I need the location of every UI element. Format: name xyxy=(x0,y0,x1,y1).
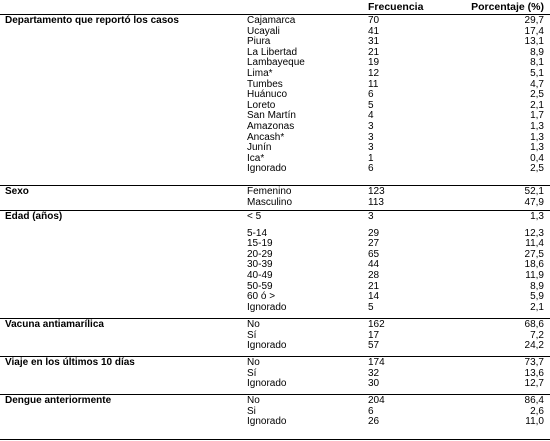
frecuencia-cell: 6 xyxy=(368,89,374,101)
table-row xyxy=(0,341,550,352)
frecuencia-cell: 30 xyxy=(368,378,380,390)
section-divider xyxy=(0,210,550,211)
frecuencia-cell: 31 xyxy=(368,36,380,48)
porcentaje-cell: 5,1 xyxy=(530,68,544,79)
frecuencia-cell: 5 xyxy=(368,301,374,313)
frecuencia-cell: 162 xyxy=(368,319,385,330)
category-cell: 20-29 xyxy=(247,248,273,260)
porcentaje-cell: 47,9 xyxy=(524,196,544,208)
porcentaje-cell: 1,3 xyxy=(530,131,544,143)
porcentaje-cell: 13,6 xyxy=(524,367,544,379)
category-cell: < 5 xyxy=(247,211,262,222)
section-label: Departamento que reportó los casos xyxy=(5,15,179,26)
porcentaje-cell: 18,6 xyxy=(524,259,544,271)
porcentaje-cell: 73,7 xyxy=(524,357,544,368)
porcentaje-cell: 11,9 xyxy=(525,270,544,281)
section-label: Edad (años) xyxy=(5,211,63,222)
category-cell: Ignorado xyxy=(247,163,287,175)
frecuencia-cell: 65 xyxy=(368,248,380,260)
frecuencia-cell: 26 xyxy=(368,416,380,428)
table-row xyxy=(0,320,550,331)
porcentaje-cell: 11,4 xyxy=(525,238,544,250)
category-cell: Loreto xyxy=(247,99,276,111)
category-cell: Ancash* xyxy=(247,131,285,143)
category-cell: Ica* xyxy=(247,152,265,164)
frecuencia-cell: 174 xyxy=(368,357,385,368)
frecuencia-cell: 27 xyxy=(368,238,380,250)
category-cell: 60 ó > xyxy=(247,291,276,303)
category-cell: Tumbes xyxy=(247,78,283,90)
table-row xyxy=(0,143,550,154)
category-cell: 50-59 xyxy=(247,280,273,292)
category-cell: Lambayeque xyxy=(247,57,305,69)
category-cell: Masculino xyxy=(247,196,293,208)
table-row xyxy=(0,260,550,271)
frecuencia-cell: 70 xyxy=(368,15,380,26)
category-cell: Sí xyxy=(247,367,257,379)
category-cell: Amazonas xyxy=(247,121,295,132)
category-cell: Femenino xyxy=(247,186,292,197)
header-frecuencia: Frecuencia xyxy=(368,1,424,13)
category-cell: La Libertad xyxy=(247,46,298,58)
porcentaje-cell: 52,1 xyxy=(524,186,544,197)
table-row xyxy=(0,250,550,261)
table-row xyxy=(0,396,550,407)
frecuencia-cell: 21 xyxy=(368,280,380,292)
table-row xyxy=(0,90,550,101)
section-label: Vacuna antiamarílica xyxy=(5,319,104,330)
porcentaje-cell: 2,5 xyxy=(530,89,544,101)
category-cell: Ignorado xyxy=(247,378,287,390)
frecuencia-cell: 3 xyxy=(368,121,374,132)
section-label: Sexo xyxy=(5,186,29,197)
category-cell: Junín xyxy=(247,142,272,154)
table-row xyxy=(0,133,550,144)
table-row xyxy=(0,69,550,80)
porcentaje-cell: 13,1 xyxy=(524,36,544,48)
category-cell: Ignorado xyxy=(247,340,287,352)
frecuencia-cell: 41 xyxy=(368,25,380,37)
table-row xyxy=(0,417,550,428)
frecuencia-cell: 6 xyxy=(368,405,374,417)
frecuencia-cell: 21 xyxy=(368,46,380,58)
table-row xyxy=(0,239,550,250)
porcentaje-cell: 1,7 xyxy=(530,110,544,122)
frecuencia-cell: 3 xyxy=(368,211,374,222)
porcentaje-cell: 8,9 xyxy=(530,46,544,58)
table-row xyxy=(0,212,550,223)
frecuencia-cell: 57 xyxy=(368,340,380,352)
table-row xyxy=(0,198,550,209)
table-row xyxy=(0,379,550,390)
frecuencia-cell: 19 xyxy=(368,57,380,69)
porcentaje-cell: 8,9 xyxy=(530,280,544,292)
porcentaje-cell: 1,3 xyxy=(530,121,544,132)
frecuencia-cell: 28 xyxy=(368,270,380,281)
porcentaje-cell: 5,9 xyxy=(530,291,544,303)
porcentaje-cell: 2,5 xyxy=(530,163,544,175)
category-cell: No xyxy=(247,395,260,406)
frecuencia-cell: 6 xyxy=(368,163,374,175)
category-cell: Piura xyxy=(247,36,271,48)
section-label: Dengue anteriormente xyxy=(5,395,112,406)
porcentaje-cell: 1,3 xyxy=(530,142,544,154)
category-cell: No xyxy=(247,319,260,330)
table-row xyxy=(0,27,550,38)
table-row xyxy=(0,164,550,175)
porcentaje-cell: 12,7 xyxy=(524,378,544,390)
frecuencia-cell: 29 xyxy=(368,227,380,239)
section-label: Viaje en los últimos 10 días xyxy=(5,357,135,368)
frecuencia-cell: 3 xyxy=(368,142,374,154)
category-cell: 5-14 xyxy=(247,227,268,239)
porcentaje-cell: 2,1 xyxy=(530,301,544,313)
frecuencia-cell: 17 xyxy=(368,329,380,341)
porcentaje-cell: 17,4 xyxy=(524,25,544,37)
table-row xyxy=(0,122,550,133)
table-row xyxy=(0,229,550,240)
table-row xyxy=(0,187,550,198)
porcentaje-cell: 0,4 xyxy=(530,152,544,164)
category-cell: 40-49 xyxy=(247,270,273,281)
porcentaje-cell: 7,2 xyxy=(530,329,544,341)
category-cell: Huánuco xyxy=(247,89,288,101)
header-porcentaje: Porcentaje (%) xyxy=(471,1,544,13)
porcentaje-cell: 29,7 xyxy=(524,15,544,26)
frecuencia-cell: 12 xyxy=(368,68,380,79)
porcentaje-cell: 2,6 xyxy=(530,405,544,417)
table-row xyxy=(0,282,550,293)
porcentaje-cell: 2,1 xyxy=(530,99,544,111)
table-row xyxy=(0,16,550,27)
frecuencia-cell: 14 xyxy=(368,291,380,303)
table-row xyxy=(0,303,550,314)
porcentaje-cell: 27,5 xyxy=(524,248,544,260)
category-cell: 15-19 xyxy=(247,238,273,250)
category-cell: Sí xyxy=(247,329,257,341)
category-cell: Lima* xyxy=(247,68,273,79)
porcentaje-cell: 11,0 xyxy=(525,416,544,428)
frecuencia-cell: 11 xyxy=(368,78,379,90)
frecuencia-cell: 32 xyxy=(368,367,380,379)
category-cell: Cajamarca xyxy=(247,15,296,26)
frecuencia-cell: 4 xyxy=(368,110,374,122)
category-cell: 30-39 xyxy=(247,259,273,271)
porcentaje-cell: 86,4 xyxy=(524,395,544,406)
frecuencia-cell: 44 xyxy=(368,259,380,271)
category-cell: Ignorado xyxy=(247,301,287,313)
table-row xyxy=(0,58,550,69)
porcentaje-cell: 68,6 xyxy=(524,319,544,330)
porcentaje-cell: 8,1 xyxy=(530,57,544,69)
porcentaje-cell: 12,3 xyxy=(524,227,544,239)
frecuencia-cell: 204 xyxy=(368,395,385,406)
table-row xyxy=(0,271,550,282)
category-cell: San Martín xyxy=(247,110,296,122)
frecuencia-cell: 5 xyxy=(368,99,374,111)
category-cell: No xyxy=(247,357,260,368)
porcentaje-cell: 4,7 xyxy=(530,78,544,90)
frecuencia-cell: 3 xyxy=(368,131,374,143)
frecuencia-cell: 113 xyxy=(368,196,384,208)
category-cell: Ignorado xyxy=(247,416,287,428)
table-row xyxy=(0,358,550,369)
frecuencia-cell: 1 xyxy=(368,152,374,164)
table-bottom-rule xyxy=(0,439,550,440)
porcentaje-cell: 1,3 xyxy=(530,211,544,222)
porcentaje-cell: 24,2 xyxy=(524,340,544,352)
category-cell: Ucayali xyxy=(247,25,280,37)
frecuencia-cell: 123 xyxy=(368,186,385,197)
category-cell: Si xyxy=(247,405,256,417)
